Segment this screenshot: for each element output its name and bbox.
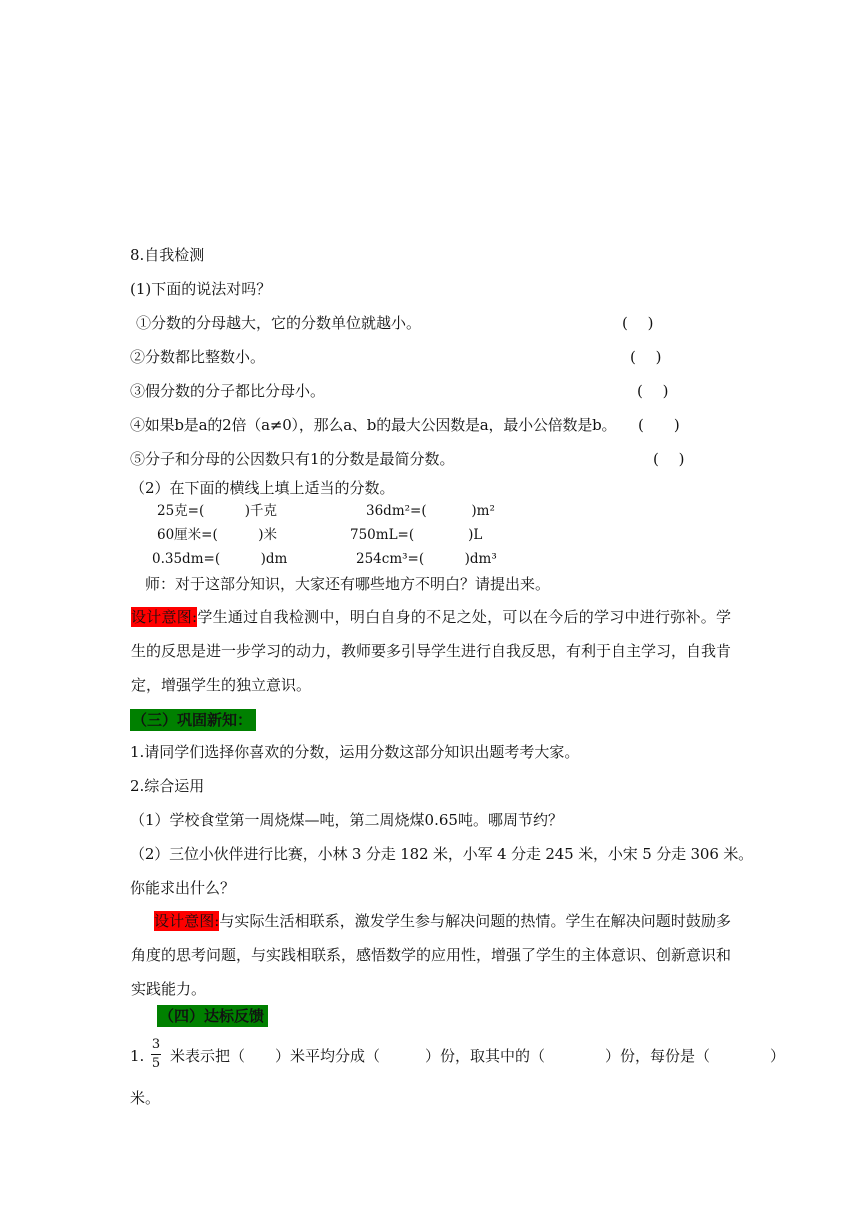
section3-p3: （1）学校食堂第一周烧煤—吨，第二周烧煤0.65吨。哪周节约？ xyxy=(130,811,563,829)
design-intent-1 xyxy=(131,600,731,702)
design-intent-label: 设计意图: xyxy=(154,912,220,930)
section3-p4a: （2）三位小伙伴进行比赛，小林 3 分走 182 米，小军 4 分走 245 米，小宋 5 分走 306 米。 xyxy=(130,845,754,863)
design-intent-2 xyxy=(131,904,731,1006)
design-intent-text: 学生通过自我检测中，明白自身的不足之处，可以在今后的学习中进行弥补。学生的反思是进一步学习的动力，教师要多引导学生进行自我反思，有利于自主学习，自我肯定，增强学生的独立意识。 xyxy=(131,608,732,694)
fill-2a: 60厘米=( )米 xyxy=(157,527,278,543)
judge-item-2: ②分数都比整数小。 xyxy=(130,348,266,366)
design-intent-text: 与实际生活相联系，激发学生参与解决问题的热情。学生在解决问题时鼓励多角度的思考问题，与实践相联系，感悟数学的应用性，增强了学生的主体意识、创新意识和实践能力。 xyxy=(131,912,732,998)
section3-p1: 1.请同学们选择你喜欢的分数，运用分数这部分知识出题考考大家。 xyxy=(130,743,580,761)
section3-p2: 2.综合运用 xyxy=(130,777,205,795)
judge-item-5: ⑤分子和分母的公因数只有1的分数是最简分数。 xyxy=(130,450,455,468)
fill-1b: 36dm²=( )m² xyxy=(366,503,495,519)
question-2-title: （2）在下面的横线上填上适当的分数。 xyxy=(130,479,395,497)
fraction-3-5 xyxy=(150,1038,162,1071)
fill-2b: 750mL=( )L xyxy=(350,527,483,543)
section3-heading: （三）巩固新知： xyxy=(130,710,256,730)
section8-title: 8.自我检测 xyxy=(130,246,205,264)
question-1-title: (1)下面的说法对吗？ xyxy=(130,280,272,298)
design-intent-label: 设计意图: xyxy=(131,608,198,626)
fill-1a: 25克=( )千克 xyxy=(157,503,278,519)
feedback-q1-text: 米表示把（ ）米平均分成（ ）份，取其中的（ ）份，每份是（ ） xyxy=(170,1047,786,1065)
fill-3a: 0.35dm=( )dm xyxy=(152,551,288,567)
judge-paren-3: ( ) xyxy=(637,382,669,400)
feedback-q1-prefix: 1. xyxy=(130,1047,145,1065)
fraction-denominator: 5 xyxy=(151,1056,161,1071)
section4-heading: （四）达标反馈 xyxy=(157,1006,268,1026)
judge-paren-4: ( ) xyxy=(638,416,680,434)
section3-p4b: 你能求出什么？ xyxy=(130,879,236,897)
judge-item-3: ③假分数的分子都比分母小。 xyxy=(130,382,326,400)
judge-item-1: ①分数的分母越大，它的分数单位就越小。 xyxy=(136,314,422,332)
fraction-numerator: 3 xyxy=(151,1037,161,1052)
feedback-q1-end: 米。 xyxy=(130,1089,161,1107)
judge-paren-5: ( ) xyxy=(653,450,685,468)
judge-paren-2: ( ) xyxy=(630,348,662,366)
judge-paren-1: ( ) xyxy=(622,314,654,332)
teacher-line: 师：对于这部分知识，大家还有哪些地方不明白？请提出来。 xyxy=(145,575,551,593)
judge-item-4: ④如果b是a的2倍（a≠0），那么a、b的最大公因数是a，最小公倍数是b。 xyxy=(130,416,617,434)
fill-3b: 254cm³=( )dm³ xyxy=(356,551,497,567)
